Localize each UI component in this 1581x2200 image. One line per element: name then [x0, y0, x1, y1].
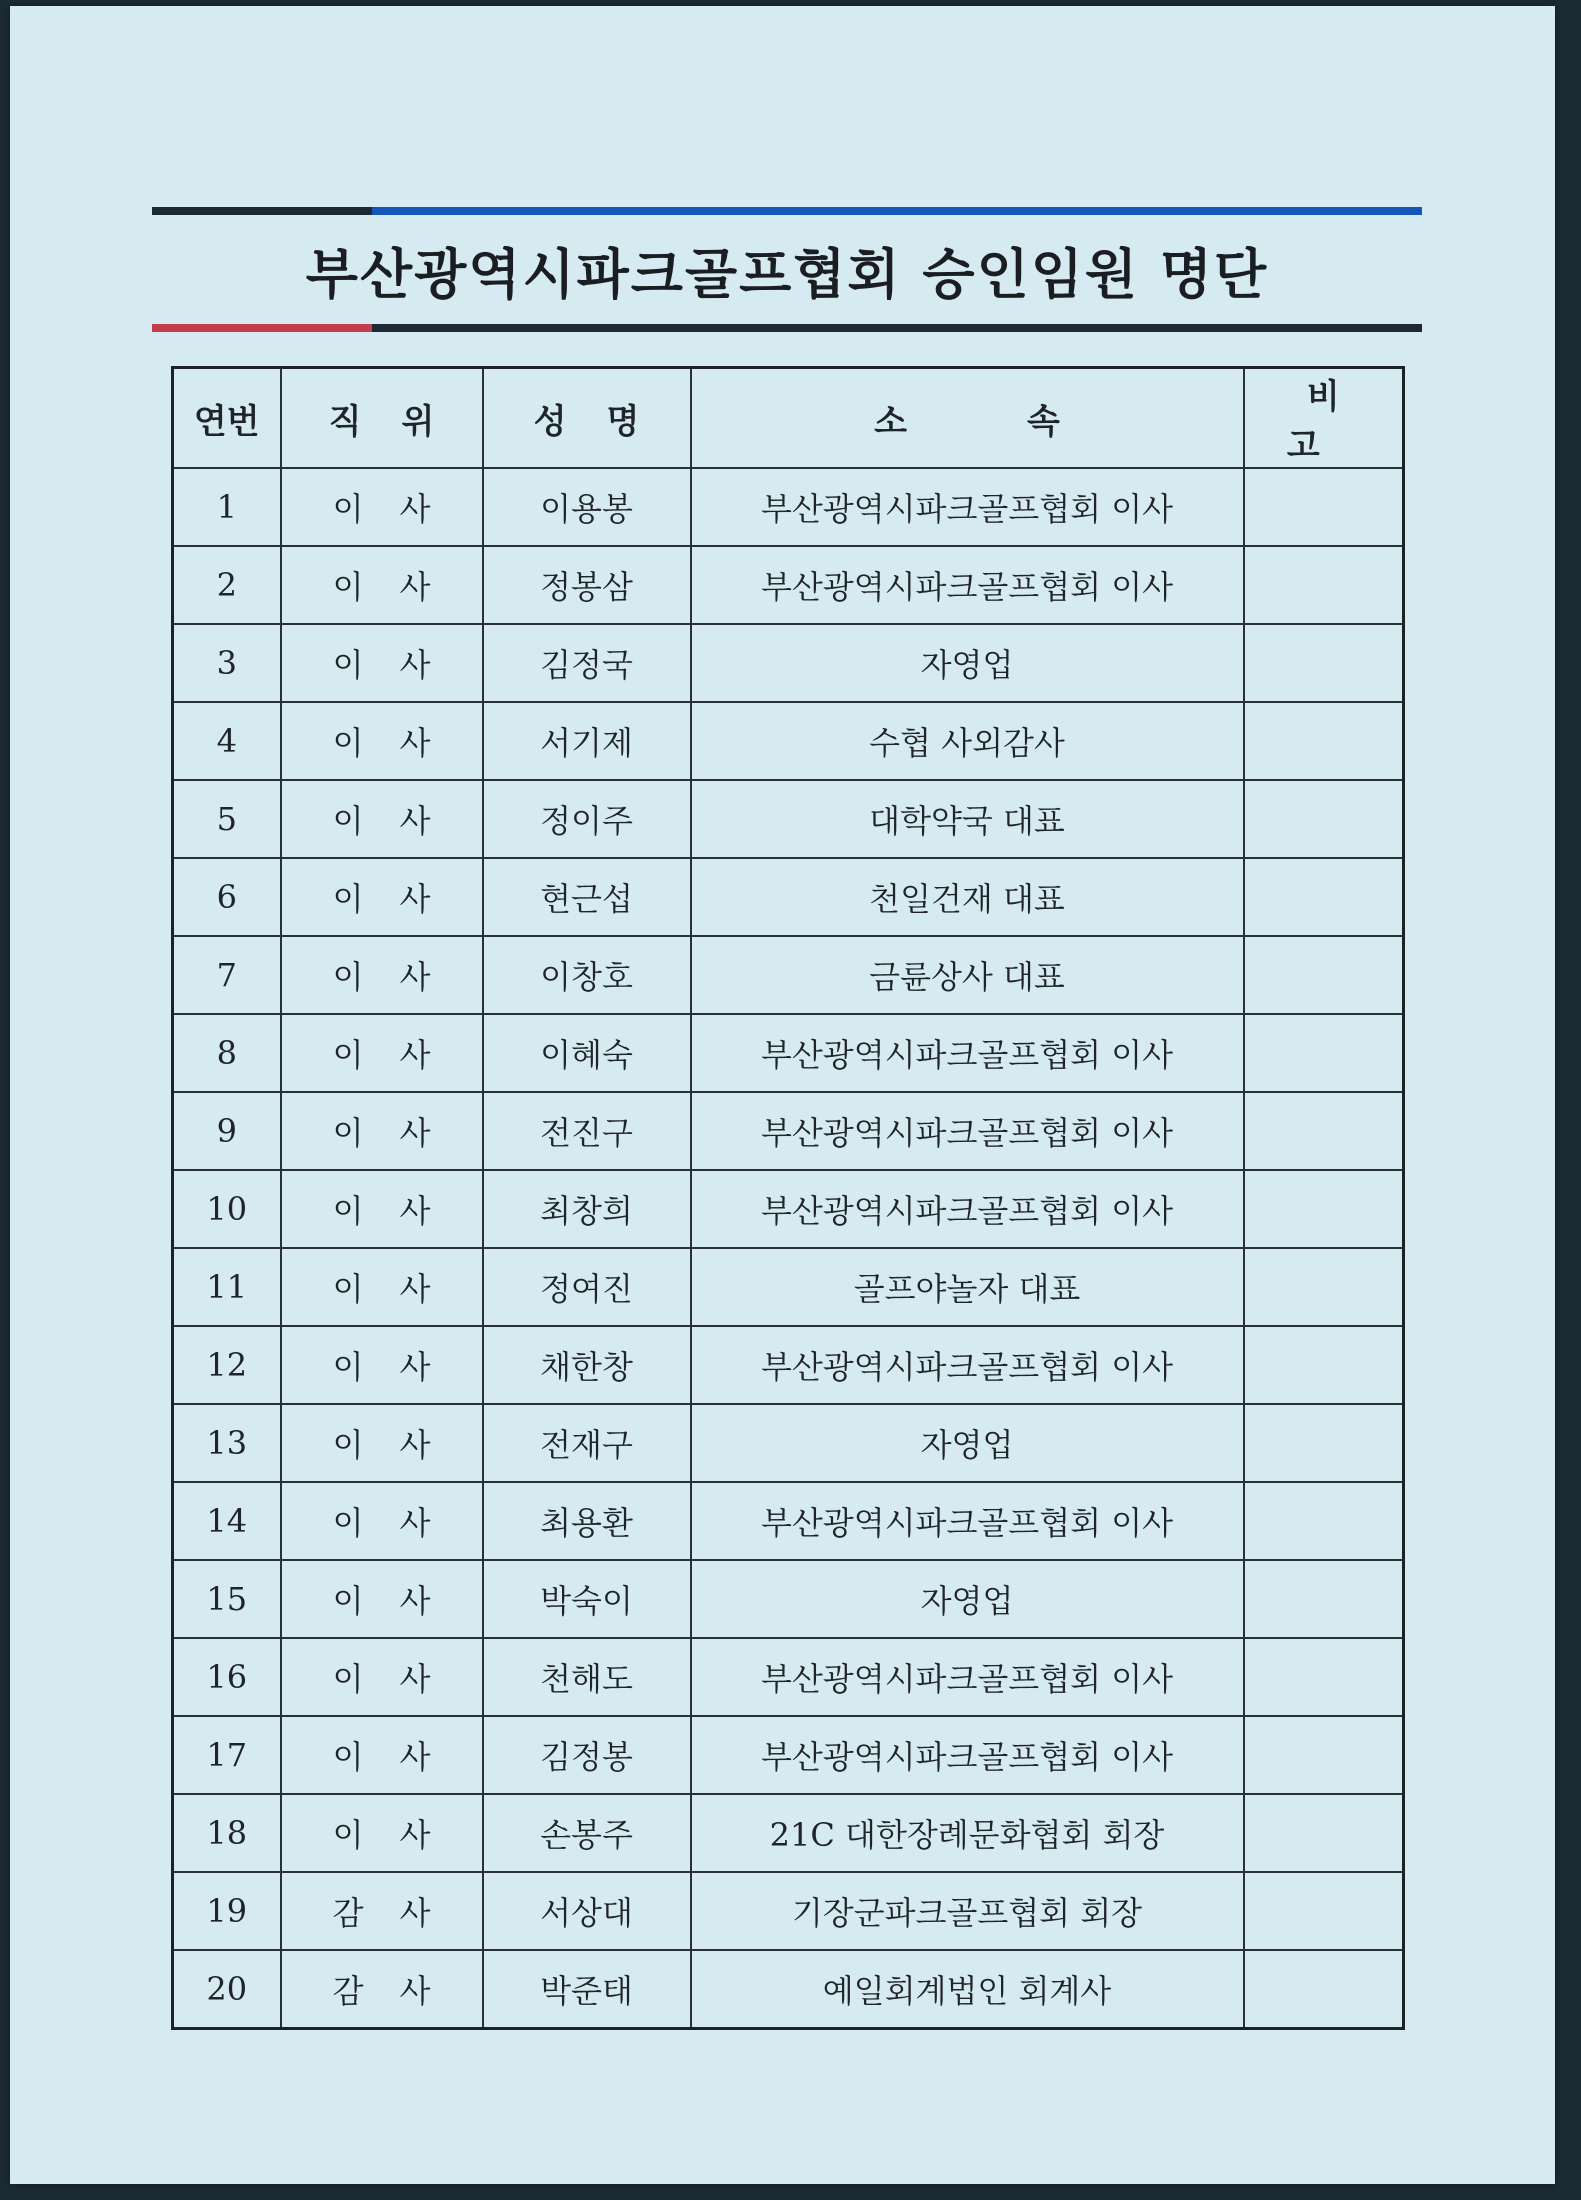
title-rule-top [152, 207, 1422, 215]
header-note: 비고 [1244, 368, 1404, 469]
cell-position: 이사 [281, 546, 483, 624]
cell-note [1244, 1404, 1404, 1482]
cell-affiliation: 부산광역시파크골프협회 이사 [691, 1638, 1244, 1716]
cell-note [1244, 624, 1404, 702]
cell-name: 채한창 [483, 1326, 691, 1404]
table-row [173, 1716, 1404, 1794]
cell-note [1244, 546, 1404, 624]
cell-name: 서상대 [483, 1872, 691, 1950]
header-position: 직위 [281, 368, 483, 469]
table-row [173, 1872, 1404, 1950]
cell-position: 이사 [281, 1326, 483, 1404]
cell-serial: 20 [173, 1950, 281, 2029]
cell-affiliation: 골프야놀자 대표 [691, 1248, 1244, 1326]
cell-note [1244, 1326, 1404, 1404]
cell-serial: 2 [173, 546, 281, 624]
cell-note [1244, 1092, 1404, 1170]
table-row [173, 1092, 1404, 1170]
header-affiliation: 소속 [691, 368, 1244, 469]
cell-note [1244, 468, 1404, 546]
cell-serial: 18 [173, 1794, 281, 1872]
table-row [173, 936, 1404, 1014]
cell-serial: 15 [173, 1560, 281, 1638]
cell-affiliation: 천일건재 대표 [691, 858, 1244, 936]
cell-note [1244, 1794, 1404, 1872]
cell-serial: 17 [173, 1716, 281, 1794]
cell-name: 정여진 [483, 1248, 691, 1326]
cell-note [1244, 1482, 1404, 1560]
cell-position: 감사 [281, 1950, 483, 2029]
cell-name: 이혜숙 [483, 1014, 691, 1092]
cell-note [1244, 702, 1404, 780]
table-row [173, 1014, 1404, 1092]
document-sheet [10, 6, 1555, 2184]
cell-name: 서기제 [483, 702, 691, 780]
cell-name: 천해도 [483, 1638, 691, 1716]
cell-serial: 8 [173, 1014, 281, 1092]
table-row [173, 1482, 1404, 1560]
table-row [173, 1794, 1404, 1872]
cell-affiliation: 부산광역시파크골프협회 이사 [691, 1716, 1244, 1794]
cell-name: 박준태 [483, 1950, 691, 2029]
cell-position: 이사 [281, 1092, 483, 1170]
cell-note [1244, 858, 1404, 936]
cell-affiliation: 부산광역시파크골프협회 이사 [691, 1014, 1244, 1092]
cell-note [1244, 1716, 1404, 1794]
cell-affiliation: 예일회계법인 회계사 [691, 1950, 1244, 2029]
cell-note [1244, 1248, 1404, 1326]
cell-position: 이사 [281, 858, 483, 936]
cell-note [1244, 780, 1404, 858]
table-row [173, 1638, 1404, 1716]
cell-note [1244, 1170, 1404, 1248]
cell-affiliation: 부산광역시파크골프협회 이사 [691, 1092, 1244, 1170]
cell-note [1244, 936, 1404, 1014]
table-row [173, 1404, 1404, 1482]
cell-serial: 16 [173, 1638, 281, 1716]
cell-affiliation: 부산광역시파크골프협회 이사 [691, 468, 1244, 546]
cell-name: 이창호 [483, 936, 691, 1014]
cell-affiliation: 자영업 [691, 624, 1244, 702]
cell-serial: 4 [173, 702, 281, 780]
title-rule-bottom [152, 324, 1422, 332]
cell-serial: 9 [173, 1092, 281, 1170]
table-row [173, 1170, 1404, 1248]
cell-name: 정봉삼 [483, 546, 691, 624]
table-row [173, 702, 1404, 780]
cell-serial: 5 [173, 780, 281, 858]
cell-position: 이사 [281, 624, 483, 702]
cell-serial: 19 [173, 1872, 281, 1950]
cell-position: 감사 [281, 1872, 483, 1950]
page-title: 부산광역시파크골프협회 승인임원 명단 [305, 243, 1269, 306]
header-serial: 연번 [173, 368, 281, 469]
table-row [173, 1950, 1404, 2029]
cell-name: 전재구 [483, 1404, 691, 1482]
cell-affiliation: 자영업 [691, 1560, 1244, 1638]
cell-position: 이사 [281, 1716, 483, 1794]
table-row [173, 1560, 1404, 1638]
cell-serial: 12 [173, 1326, 281, 1404]
cell-serial: 7 [173, 936, 281, 1014]
cell-position: 이사 [281, 1014, 483, 1092]
table-row [173, 780, 1404, 858]
cell-serial: 10 [173, 1170, 281, 1248]
cell-position: 이사 [281, 1560, 483, 1638]
cell-name: 전진구 [483, 1092, 691, 1170]
cell-position: 이사 [281, 1482, 483, 1560]
cell-affiliation: 부산광역시파크골프협회 이사 [691, 546, 1244, 624]
cell-serial: 11 [173, 1248, 281, 1326]
table-row [173, 1248, 1404, 1326]
cell-position: 이사 [281, 468, 483, 546]
cell-affiliation: 수협 사외감사 [691, 702, 1244, 780]
cell-name: 이용봉 [483, 468, 691, 546]
table-row [173, 624, 1404, 702]
cell-note [1244, 1872, 1404, 1950]
cell-affiliation: 부산광역시파크골프협회 이사 [691, 1170, 1244, 1248]
cell-name: 김정봉 [483, 1716, 691, 1794]
cell-note [1244, 1014, 1404, 1092]
cell-affiliation: 금륜상사 대표 [691, 936, 1244, 1014]
officer-roster-table [171, 366, 1405, 2030]
cell-name: 손봉주 [483, 1794, 691, 1872]
cell-position: 이사 [281, 1170, 483, 1248]
cell-name: 김정국 [483, 624, 691, 702]
cell-note [1244, 1560, 1404, 1638]
cell-note [1244, 1950, 1404, 2029]
table-row [173, 1326, 1404, 1404]
cell-serial: 1 [173, 468, 281, 546]
cell-serial: 13 [173, 1404, 281, 1482]
cell-affiliation: 21C 대한장례문화협회 회장 [691, 1794, 1244, 1872]
cell-name: 정이주 [483, 780, 691, 858]
table-row [173, 546, 1404, 624]
cell-name: 최창희 [483, 1170, 691, 1248]
table-header-row [173, 368, 1404, 469]
cell-affiliation: 대학약국 대표 [691, 780, 1244, 858]
table-row [173, 858, 1404, 936]
cell-affiliation: 기장군파크골프협회 회장 [691, 1872, 1244, 1950]
cell-position: 이사 [281, 1794, 483, 1872]
cell-name: 박숙이 [483, 1560, 691, 1638]
cell-affiliation: 부산광역시파크골프협회 이사 [691, 1482, 1244, 1560]
cell-position: 이사 [281, 1248, 483, 1326]
header-name: 성명 [483, 368, 691, 469]
cell-name: 최용환 [483, 1482, 691, 1560]
table-row [173, 468, 1404, 546]
cell-note [1244, 1638, 1404, 1716]
cell-position: 이사 [281, 1404, 483, 1482]
cell-affiliation: 자영업 [691, 1404, 1244, 1482]
table-body [173, 468, 1404, 2029]
cell-serial: 14 [173, 1482, 281, 1560]
cell-name: 현근섭 [483, 858, 691, 936]
cell-position: 이사 [281, 936, 483, 1014]
cell-serial: 3 [173, 624, 281, 702]
cell-serial: 6 [173, 858, 281, 936]
cell-affiliation: 부산광역시파크골프협회 이사 [691, 1326, 1244, 1404]
cell-position: 이사 [281, 780, 483, 858]
cell-position: 이사 [281, 702, 483, 780]
cell-position: 이사 [281, 1638, 483, 1716]
